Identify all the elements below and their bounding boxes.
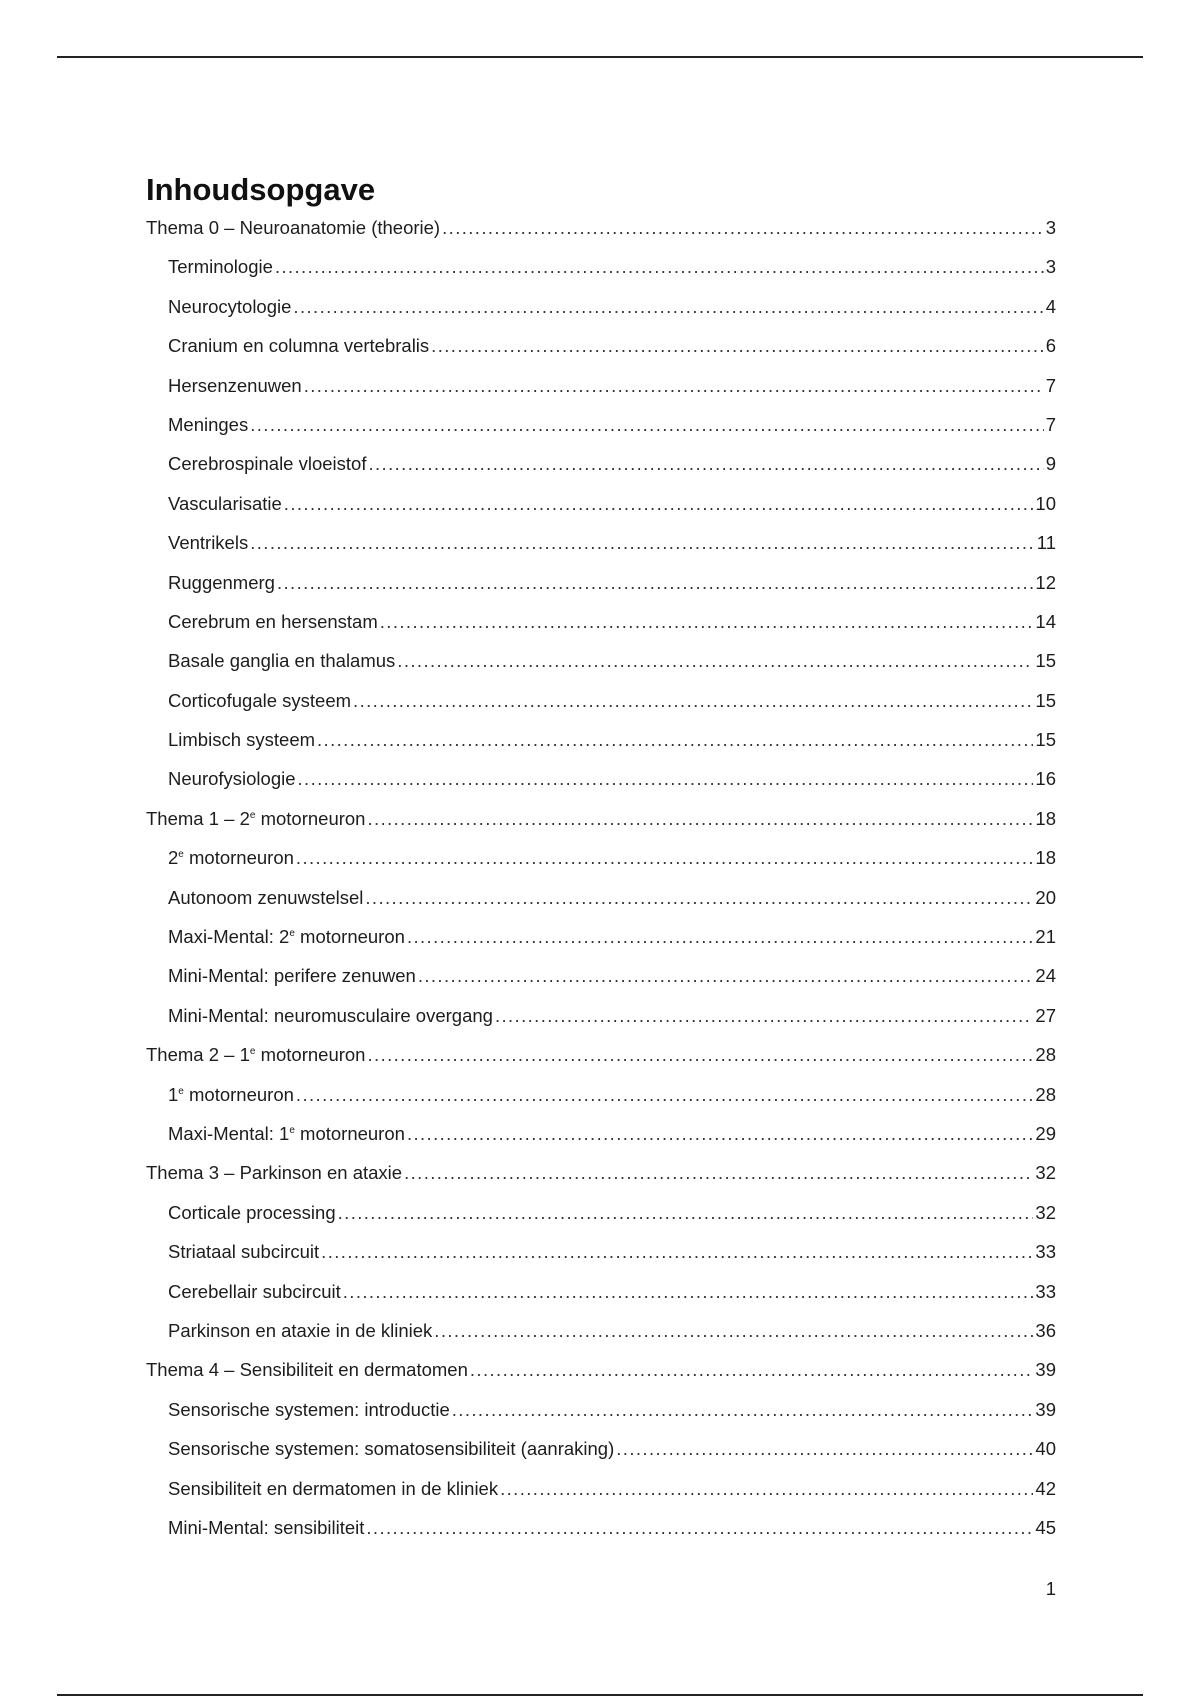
- toc-entry-label-suffix: motorneuron: [255, 807, 366, 829]
- toc-entry-page-number: 15: [1035, 650, 1056, 672]
- toc-entry-page-number: 6: [1045, 335, 1056, 357]
- toc-entry-label-text: Sensorische systemen: introductie: [168, 1398, 450, 1420]
- toc-entry-page-number: 42: [1035, 1477, 1056, 1499]
- toc-entry-label-text: Parkinson en ataxie in de kliniek: [168, 1319, 433, 1341]
- toc-entry-label: [168, 1241, 319, 1263]
- toc-entry-page-number: 21: [1035, 926, 1056, 948]
- toc-entry-section[interactable]: [146, 1281, 1056, 1320]
- toc-entry-label-text: Ventrikels: [168, 532, 249, 554]
- toc-entry-label: [168, 375, 302, 397]
- toc-entry-label: [168, 729, 315, 751]
- toc-entry-label-text: Ruggenmerg: [168, 571, 275, 593]
- toc-entry-label: [168, 611, 378, 633]
- toc-dot-leader: [321, 1241, 1033, 1263]
- toc-dot-leader: [470, 1359, 1034, 1381]
- header-rule: [57, 56, 1143, 58]
- toc-entry-label: [168, 1084, 294, 1106]
- toc-entry-label: [146, 217, 440, 239]
- toc-entry-label-text: Basale ganglia en thalamus: [168, 650, 396, 672]
- toc-entry-page-number: 3: [1045, 217, 1056, 238]
- toc-entry-section[interactable]: [146, 1320, 1056, 1359]
- toc-entry-section[interactable]: [146, 965, 1056, 1004]
- toc-entry-label: [168, 847, 294, 869]
- toc-entry-label: [168, 1281, 341, 1303]
- toc-entry-page-number: 16: [1035, 768, 1056, 790]
- toc-entry-section[interactable]: [146, 1438, 1056, 1477]
- toc-dot-leader: [418, 965, 1034, 987]
- toc-dot-leader: [368, 453, 1043, 475]
- toc-entry-section[interactable]: [146, 296, 1056, 335]
- toc-entry-page-number: 28: [1035, 1044, 1056, 1066]
- toc-entry-page-number: 36: [1035, 1319, 1056, 1341]
- toc-dot-leader: [495, 1005, 1033, 1027]
- toc-entry-label: [168, 1005, 493, 1027]
- toc-entry-label: [168, 1517, 364, 1539]
- toc-dot-leader: [366, 1517, 1033, 1539]
- toc-entry-page-number: 32: [1035, 1162, 1056, 1184]
- toc-dot-leader: [353, 690, 1033, 712]
- toc-entry-page-number: 28: [1035, 1083, 1056, 1105]
- toc-dot-leader: [250, 532, 1035, 554]
- toc-entry-chapter[interactable]: [146, 1359, 1056, 1398]
- toc-dot-leader: [250, 414, 1043, 436]
- toc-entry-label-text: Cerebrum en hersenstam: [168, 610, 378, 632]
- toc-dot-leader: [367, 808, 1033, 830]
- toc-entry-label: [168, 1202, 336, 1224]
- toc-entry-label-text: Cerebellair subcircuit: [168, 1280, 341, 1302]
- toc-entry-section[interactable]: [146, 650, 1056, 689]
- toc-entry-label-suffix: motorneuron: [255, 1044, 366, 1066]
- toc-entry-section[interactable]: [146, 1517, 1056, 1556]
- toc-entry-label-text: Sensorische systemen: somatosensibiliteit (aanraking): [168, 1438, 615, 1460]
- toc-entry-label: [168, 768, 296, 790]
- page-number: 1: [1045, 1578, 1056, 1599]
- toc-entry-label-text: Thema 4 – Sensibiliteit en dermatomen: [146, 1359, 468, 1381]
- toc-entry-chapter[interactable]: [146, 808, 1056, 847]
- toc-entry-label-text: Maxi-Mental: 2: [168, 926, 290, 948]
- toc-entry-section[interactable]: [146, 768, 1056, 807]
- toc-entry-page-number: 33: [1035, 1241, 1056, 1263]
- toc-entry-label-text: Mini-Mental: sensibiliteit: [168, 1516, 365, 1538]
- toc-dot-leader: [616, 1438, 1033, 1460]
- toc-entry-label: [168, 690, 351, 712]
- toc-entry-superscript: e: [289, 1124, 295, 1136]
- toc-entry-page-number: 14: [1035, 610, 1056, 632]
- toc-entry-label: [168, 572, 275, 594]
- toc-entry-label: [168, 965, 416, 987]
- toc-entry-page-number: 33: [1035, 1280, 1056, 1302]
- toc-entry-section[interactable]: [146, 493, 1056, 532]
- toc-entry-label: [168, 926, 405, 948]
- toc-entry-label: [168, 532, 248, 554]
- toc-dot-leader: [343, 1281, 1034, 1303]
- toc-entry-label-text: 2: [168, 847, 179, 869]
- toc-entry-label: [168, 256, 273, 278]
- toc-entry-page-number: 45: [1035, 1516, 1056, 1538]
- toc-entry-label-text: Corticofugale systeem: [168, 689, 352, 711]
- toc-entry-page-number: 20: [1035, 886, 1056, 908]
- toc-entry-section[interactable]: [146, 572, 1056, 611]
- toc-entry-superscript: e: [178, 1085, 184, 1097]
- toc-entry-label: [168, 1478, 498, 1500]
- toc-entry-chapter[interactable]: [146, 217, 1056, 256]
- toc-dot-leader: [365, 887, 1033, 909]
- toc-entry-page-number: 39: [1035, 1398, 1056, 1420]
- toc-entry-label-text: Corticale processing: [168, 1201, 336, 1223]
- toc-entry-section[interactable]: [146, 1241, 1056, 1280]
- toc-entry-label-suffix: motorneuron: [294, 1122, 405, 1144]
- toc-dot-leader: [397, 650, 1033, 672]
- toc-dot-leader: [317, 729, 1033, 751]
- toc-entry-label-text: Mini-Mental: perifere zenuwen: [168, 965, 416, 987]
- toc-dot-leader: [277, 572, 1033, 594]
- toc-entry-label: [146, 808, 365, 830]
- toc-entry-superscript: e: [289, 927, 295, 939]
- toc-entry-label: [168, 1320, 432, 1342]
- toc-entry-label-suffix: motorneuron: [294, 926, 405, 948]
- toc-dot-leader: [431, 335, 1044, 357]
- toc-dot-leader: [434, 1320, 1033, 1342]
- toc-entry-superscript: e: [178, 849, 184, 861]
- toc-entry-section[interactable]: [146, 887, 1056, 926]
- toc-entry-section[interactable]: [146, 1202, 1056, 1241]
- toc-entry-label-text: Cranium en columna vertebralis: [168, 335, 430, 357]
- toc-dot-leader: [298, 768, 1034, 790]
- toc-entry-page-number: 18: [1035, 807, 1056, 829]
- toc-entry-label-suffix: motorneuron: [183, 1083, 294, 1105]
- toc-list: [146, 217, 1056, 1556]
- toc-entry-label: [168, 1399, 450, 1421]
- toc-entry-section[interactable]: [146, 335, 1056, 374]
- toc-entry-section[interactable]: [146, 690, 1056, 729]
- toc-entry-label: [168, 1438, 614, 1460]
- toc-entry-section[interactable]: [146, 1084, 1056, 1123]
- toc-entry-label-text: Neurofysiologie: [168, 768, 296, 790]
- toc-dot-leader: [407, 926, 1033, 948]
- toc-entry-page-number: 3: [1045, 256, 1056, 278]
- toc-entry-superscript: e: [249, 809, 256, 821]
- toc-entry-section[interactable]: [146, 532, 1056, 571]
- toc-entry-section[interactable]: [146, 256, 1056, 295]
- toc-entry-page-number: 4: [1045, 295, 1056, 317]
- toc-entry-section[interactable]: [146, 414, 1056, 453]
- toc-entry-page-number: 24: [1035, 965, 1056, 987]
- toc-dot-leader: [442, 217, 1044, 239]
- toc-entry-page-number: 40: [1035, 1438, 1056, 1460]
- toc-entry-section[interactable]: [146, 847, 1056, 886]
- toc-entry-page-number: 10: [1035, 492, 1056, 514]
- toc-entry-page-number: 15: [1035, 729, 1056, 751]
- toc-title: Inhoudsopgave: [146, 172, 376, 207]
- toc-entry-page-number: 12: [1035, 571, 1056, 593]
- toc-entry-section[interactable]: [146, 1478, 1056, 1517]
- toc-dot-leader: [296, 847, 1034, 869]
- toc-dot-leader: [380, 611, 1034, 633]
- toc-entry-section[interactable]: [146, 926, 1056, 965]
- toc-entry-page-number: 11: [1036, 532, 1056, 554]
- toc-dot-leader: [338, 1202, 1034, 1224]
- toc-entry-section[interactable]: [146, 1123, 1056, 1162]
- toc-dot-leader: [452, 1399, 1034, 1421]
- toc-entry-label-text: Cerebrospinale vloeistof: [168, 453, 367, 475]
- toc-entry-label-text: Thema 3 – Parkinson en ataxie: [146, 1162, 403, 1184]
- toc-entry-label: [168, 453, 366, 475]
- toc-entry-label-text: Striataal subcircuit: [168, 1241, 320, 1263]
- toc-entry-label-text: Mini-Mental: neuromusculaire overgang: [168, 1004, 493, 1026]
- toc-entry-page-number: 18: [1035, 847, 1056, 869]
- toc-entry-label-suffix: motorneuron: [183, 847, 294, 869]
- toc-entry-label-text: Hersenzenuwen: [168, 374, 302, 396]
- toc-entry-label: [146, 1162, 402, 1184]
- toc-entry-label-text: Limbisch systeem: [168, 729, 316, 751]
- toc-entry-label: [168, 1123, 405, 1145]
- toc-entry-label: [168, 650, 395, 672]
- toc-entry-section[interactable]: [146, 729, 1056, 768]
- toc-entry-page-number: 15: [1035, 689, 1056, 711]
- toc-entry-page-number: 9: [1045, 453, 1056, 475]
- toc-dot-leader: [293, 296, 1043, 318]
- toc-entry-page-number: 27: [1035, 1004, 1056, 1026]
- toc-entry-superscript: e: [249, 1046, 256, 1058]
- toc-entry-page-number: 29: [1035, 1122, 1056, 1144]
- footer-rule: [57, 1694, 1143, 1696]
- toc-entry-label: [168, 414, 248, 436]
- toc-dot-leader: [407, 1123, 1033, 1145]
- toc-dot-leader: [296, 1084, 1034, 1106]
- toc-entry-page-number: 7: [1045, 413, 1056, 435]
- toc-entry-label-text: Autonoom zenuwstelsel: [168, 886, 364, 908]
- toc-entry-label: [146, 1359, 468, 1381]
- toc-entry-label-text: 1: [168, 1083, 179, 1105]
- toc-dot-leader: [304, 375, 1044, 397]
- toc-entry-page-number: 32: [1035, 1201, 1056, 1223]
- toc-entry-label: [168, 887, 363, 909]
- toc-entry-section[interactable]: [146, 611, 1056, 650]
- toc-dot-leader: [404, 1162, 1033, 1184]
- toc-entry-label-text: Terminologie: [168, 256, 273, 278]
- toc-dot-leader: [500, 1478, 1033, 1500]
- toc-entry-label-text: Meninges: [168, 413, 249, 435]
- toc-entry-label-text: Thema 2 – 1: [146, 1044, 250, 1066]
- toc-entry-label: [146, 1044, 365, 1066]
- toc-entry-chapter[interactable]: [146, 1162, 1056, 1201]
- toc-entry-chapter[interactable]: [146, 1044, 1056, 1083]
- toc-entry-label-text: Thema 0 – Neuroanatomie (theorie): [146, 217, 441, 238]
- toc-entry-label: [168, 335, 429, 357]
- toc-entry-section[interactable]: [146, 375, 1056, 414]
- toc-entry-section[interactable]: [146, 1005, 1056, 1044]
- toc-entry-label-text: Neurocytologie: [168, 295, 292, 317]
- toc-entry-page-number: 39: [1035, 1359, 1056, 1381]
- toc-dot-leader: [367, 1044, 1033, 1066]
- toc-entry-label-text: Thema 1 – 2: [146, 807, 250, 829]
- toc-dot-leader: [275, 256, 1044, 278]
- toc-entry-page-number: 7: [1045, 374, 1056, 396]
- toc-entry-label-text: Vascularisatie: [168, 492, 282, 514]
- toc-entry-section[interactable]: [146, 453, 1056, 492]
- toc-entry-label: [168, 493, 282, 515]
- toc-entry-label-text: Sensibiliteit en dermatomen in de kliniek: [168, 1477, 499, 1499]
- toc-entry-label: [168, 296, 291, 318]
- toc-entry-section[interactable]: [146, 1399, 1056, 1438]
- toc-dot-leader: [284, 493, 1034, 515]
- toc-entry-label-text: Maxi-Mental: 1: [168, 1122, 290, 1144]
